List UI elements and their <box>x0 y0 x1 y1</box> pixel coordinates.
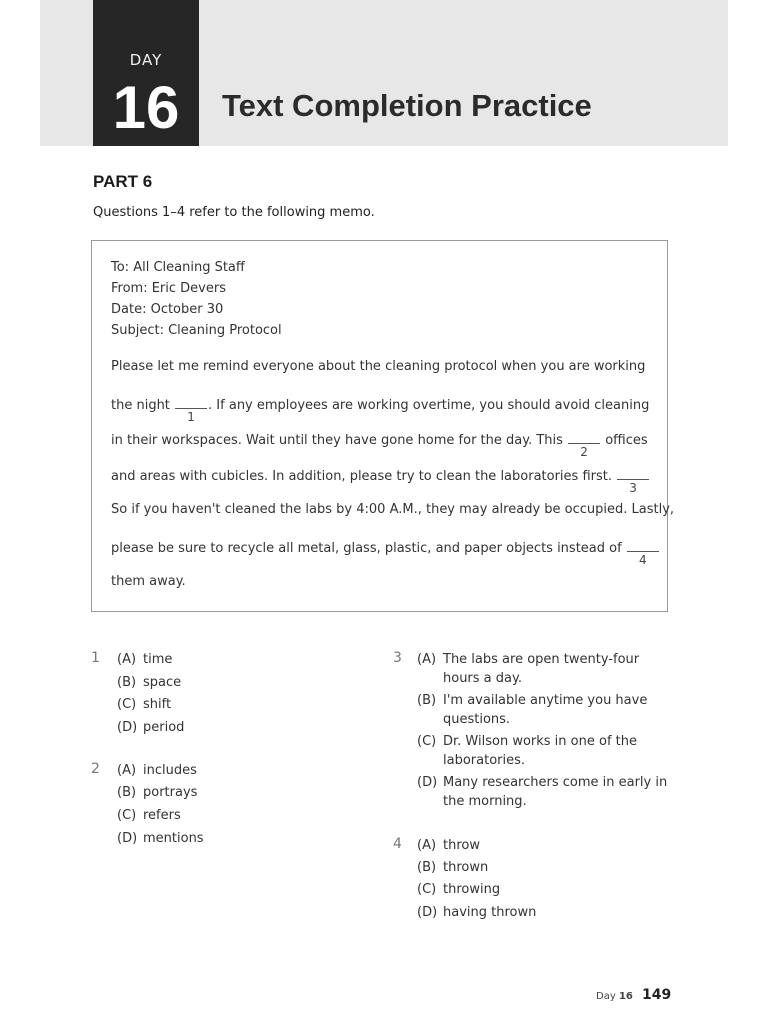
question-4-number: 4 <box>393 836 402 852</box>
option-letter: (B) <box>117 785 137 800</box>
option-letter: (A) <box>417 838 437 853</box>
question-3-option-d[interactable] <box>417 773 667 811</box>
option-letter: (D) <box>417 775 438 790</box>
blank-2 <box>568 430 600 459</box>
memo-header <box>111 257 282 341</box>
option-text: portrays <box>143 785 198 800</box>
question-1-number: 1 <box>91 650 100 666</box>
memo-date: Date: October 30 <box>111 302 224 317</box>
memo-line-2 <box>111 395 650 424</box>
question-4-option-c[interactable] <box>417 880 500 899</box>
question-3-option-a[interactable] <box>417 650 639 688</box>
option-letter: (A) <box>417 652 437 667</box>
option-text: includes <box>143 763 197 778</box>
option-text: having thrown <box>443 905 537 920</box>
question-1-option-b[interactable] <box>117 673 181 692</box>
intro-text: Questions 1–4 refer to the following memo. <box>93 205 375 220</box>
memo-to: To: All Cleaning Staff <box>111 260 245 275</box>
footer-day-number: 16 <box>618 991 633 1002</box>
option-letter: (C) <box>117 808 137 823</box>
memo-line-6-start: please be sure to recycle all metal, glass, plastic, and paper objects instead of <box>111 541 622 556</box>
blank-3-number: 3 <box>629 481 637 495</box>
option-text <box>443 732 637 770</box>
question-3-option-c[interactable] <box>417 732 637 770</box>
option-text: thrown <box>443 860 489 875</box>
part-title: PART 6 <box>93 172 153 191</box>
question-1-option-c[interactable] <box>117 695 171 714</box>
option-text: period <box>143 720 185 735</box>
question-2-option-c[interactable] <box>117 806 181 825</box>
blank-3 <box>617 466 649 495</box>
option-letter: (D) <box>417 905 438 920</box>
option-text-line: the morning. <box>443 794 527 809</box>
question-4-option-b[interactable] <box>417 858 488 877</box>
memo-line-1: Please let me remind everyone about the cleaning protocol when you are working <box>111 359 646 374</box>
option-text-line: Many researchers come in early in <box>443 775 668 790</box>
memo-line-6 <box>111 538 660 567</box>
memo-line-3-start: in their workspaces. Wait until they have gone home for the day. This <box>111 433 563 448</box>
option-letter: (C) <box>417 882 437 897</box>
question-2-option-b[interactable] <box>117 783 197 802</box>
memo-line-3-end: offices <box>605 433 648 448</box>
footer-day-text: Day <box>596 991 616 1002</box>
option-text-line: laboratories. <box>443 753 526 768</box>
blank-4 <box>627 538 659 567</box>
blank-2-number: 2 <box>580 445 588 459</box>
option-text: time <box>143 652 173 667</box>
page-number: 149 <box>642 987 672 1003</box>
option-letter: (B) <box>417 860 437 875</box>
option-text: mentions <box>143 831 204 846</box>
memo-line-4 <box>111 466 650 495</box>
blank-4-number: 4 <box>639 553 647 567</box>
option-text-line: hours a day. <box>443 671 522 686</box>
question-1-option-d[interactable] <box>117 718 184 737</box>
option-text: throwing <box>443 882 501 897</box>
question-1-option-a[interactable] <box>117 650 172 669</box>
option-letter: (B) <box>417 693 437 708</box>
option-letter: (A) <box>117 652 137 667</box>
blank-1 <box>175 395 207 424</box>
memo-line-3 <box>111 430 648 459</box>
page-title: Text Completion Practice <box>222 88 592 123</box>
question-4-option-a[interactable] <box>417 836 480 855</box>
question-3-option-b[interactable] <box>417 691 647 729</box>
question-4-option-d[interactable] <box>417 903 536 922</box>
option-text <box>443 691 647 729</box>
blank-1-number: 1 <box>187 410 195 424</box>
memo-line-2-start: the night <box>111 398 170 413</box>
option-text: throw <box>443 838 480 853</box>
option-text-line: I'm available anytime you have <box>443 693 648 708</box>
question-2-option-a[interactable] <box>117 761 197 780</box>
question-3-number: 3 <box>393 650 402 666</box>
day-badge <box>93 0 199 146</box>
option-text-line: The labs are open twenty-four <box>443 652 640 667</box>
memo-subject: Subject: Cleaning Protocol <box>111 323 282 338</box>
memo-line-5: So if you haven't cleaned the labs by 4:00 A.M., they may already be occupied. Lastly, <box>111 502 675 517</box>
option-text-line: questions. <box>443 712 511 727</box>
footer-day-label <box>596 991 633 1002</box>
memo-box <box>91 240 675 612</box>
option-letter: (D) <box>117 831 138 846</box>
option-text: shift <box>143 697 172 712</box>
option-letter: (D) <box>117 720 138 735</box>
option-letter: (C) <box>417 734 437 749</box>
option-text: space <box>143 675 182 690</box>
option-letter: (C) <box>117 697 137 712</box>
option-text: refers <box>143 808 181 823</box>
option-letter: (B) <box>117 675 137 690</box>
option-text-line: Dr. Wilson works in one of the <box>443 734 637 749</box>
option-letter: (A) <box>117 763 137 778</box>
option-text <box>443 650 639 688</box>
question-2-option-d[interactable] <box>117 829 204 848</box>
day-number: 16 <box>112 74 180 141</box>
memo-line-2-end: . If any employees are working overtime, you should avoid cleaning <box>208 398 650 413</box>
day-label: DAY <box>129 51 163 69</box>
option-text <box>443 773 667 811</box>
question-2-number: 2 <box>91 761 100 777</box>
memo-line-7: them away. <box>111 574 186 589</box>
memo-line-4-start: and areas with cubicles. In addition, please try to clean the laboratories first. <box>111 469 612 484</box>
memo-from: From: Eric Devers <box>111 281 226 296</box>
